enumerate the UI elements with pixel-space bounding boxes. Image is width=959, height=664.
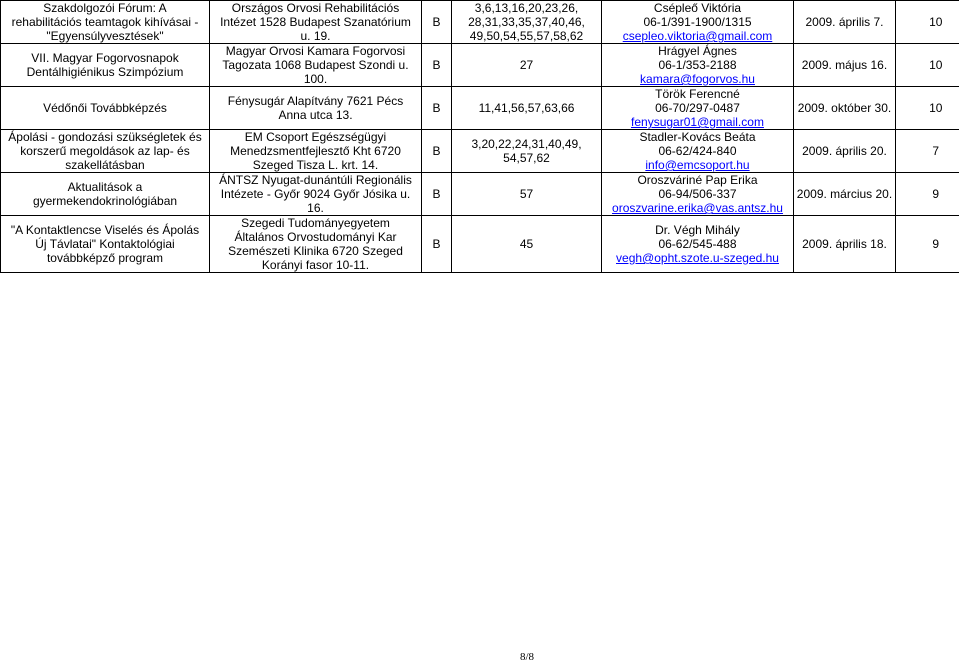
event-date: 2009. október 30. (794, 87, 896, 130)
contact-phone: 06-1/353-2188 (658, 58, 737, 72)
contact-cell (602, 44, 794, 87)
page-number: 8/8 (520, 651, 535, 663)
program-title: Aktualitások a gyermekendokrinológiában (1, 173, 210, 216)
contact-phone: 06-1/391-1900/1315 (643, 15, 752, 29)
contact-cell (602, 216, 794, 273)
contact-email-link[interactable]: kamara@fogorvos.hu (640, 72, 755, 86)
table-row (1, 216, 959, 273)
credit-type: B (422, 1, 452, 44)
organizer-address: Magyar Orvosi Kamara Fogorvosi Tagozata 1068 Budapest Szondi u. 100. (210, 44, 422, 87)
specialty-codes: 57 (452, 173, 602, 216)
contact-phone: 06-94/506-337 (658, 187, 737, 201)
program-title: Ápolási - gondozási szükségletek és korszerű megoldások az lap- és szakellátásban (1, 130, 210, 173)
contact-email-link[interactable]: oroszvarine.erika@vas.antsz.hu (612, 201, 783, 215)
contact-phone: 06-70/297-0487 (655, 101, 740, 115)
program-title: "A Kontaktlencse Viselés és Ápolás Új Távlatai" Kontaktológiai továbbképző program (1, 216, 210, 273)
contact-email-link[interactable]: fenysugar01@gmail.com (631, 115, 764, 129)
contact-cell (602, 1, 794, 44)
training-events-table (0, 0, 959, 273)
contact-phone: 06-62/424-840 (658, 144, 737, 158)
contact-name: Csépleő Viktória (653, 1, 742, 15)
credit-points: 10 (896, 44, 959, 87)
event-date: 2009. április 20. (794, 130, 896, 173)
credit-type: B (422, 173, 452, 216)
contact-name: Oroszváriné Pap Erika (637, 173, 758, 187)
contact-phone: 06-62/545-488 (658, 237, 737, 251)
credit-points: 9 (896, 173, 959, 216)
credit-type: B (422, 44, 452, 87)
credit-points: 10 (896, 1, 959, 44)
organizer-address: EM Csoport Egészségügyi Menedzsmentfejlesztő Kht 6720 Szeged Tisza L. krt. 14. (210, 130, 422, 173)
table-row (1, 44, 959, 87)
credit-type: B (422, 130, 452, 173)
credit-points: 7 (896, 130, 959, 173)
table-row (1, 87, 959, 130)
specialty-codes: 3,6,13,16,20,23,26, 28,31,33,35,37,40,46, 49,50,54,55,57,58,62 (452, 1, 602, 44)
contact-email-link[interactable]: csepleo.viktoria@gmail.com (622, 29, 773, 43)
event-date: 2009. március 20. (794, 173, 896, 216)
specialty-codes: 27 (452, 44, 602, 87)
credit-points: 9 (896, 216, 959, 273)
contact-name: Stadler-Kovács Beáta (639, 130, 756, 144)
program-title: VII. Magyar Fogorvosnapok Dentálhigiénikus Szimpózium (1, 44, 210, 87)
organizer-address: Szegedi Tudományegyetem Általános Orvostudományi Kar Szemészeti Klinika 6720 Szeged Korányi fasor 10-11. (210, 216, 422, 273)
organizer-address: Fénysugár Alapítvány 7621 Pécs Anna utca 13. (210, 87, 422, 130)
contact-email-link[interactable]: vegh@opht.szote.u-szeged.hu (616, 251, 779, 265)
specialty-codes: 45 (452, 216, 602, 273)
organizer-address: Országos Orvosi Rehabilitációs Intézet 1528 Budapest Szanatórium u. 19. (210, 1, 422, 44)
contact-email-link[interactable]: info@emcsoport.hu (645, 158, 750, 172)
program-title: Szakdolgozói Fórum: A rehabilitációs teamtagok kihívásai - "Egyensúlyvesztések" (1, 1, 210, 44)
credit-type: B (422, 216, 452, 273)
event-date: 2009. április 7. (794, 1, 896, 44)
credit-points: 10 (896, 87, 959, 130)
credit-type: B (422, 87, 452, 130)
table-row (1, 1, 959, 44)
contact-name: Török Ferencné (655, 87, 740, 101)
contact-cell (602, 130, 794, 173)
specialty-codes: 11,41,56,57,63,66 (452, 87, 602, 130)
program-title: Védőnői Továbbképzés (1, 87, 210, 130)
contact-cell (602, 173, 794, 216)
contact-name: Dr. Végh Mihály (655, 223, 740, 237)
table-row (1, 130, 959, 173)
contact-cell (602, 87, 794, 130)
table-row (1, 173, 959, 216)
organizer-address: ÁNTSZ Nyugat-dunántúli Regionális Intézete - Győr 9024 Győr Jósika u. 16. (210, 173, 422, 216)
specialty-codes: 3,20,22,24,31,40,49, 54,57,62 (452, 130, 602, 173)
event-date: 2009. május 16. (794, 44, 896, 87)
contact-name: Hrágyel Ágnes (658, 44, 737, 58)
event-date: 2009. április 18. (794, 216, 896, 273)
